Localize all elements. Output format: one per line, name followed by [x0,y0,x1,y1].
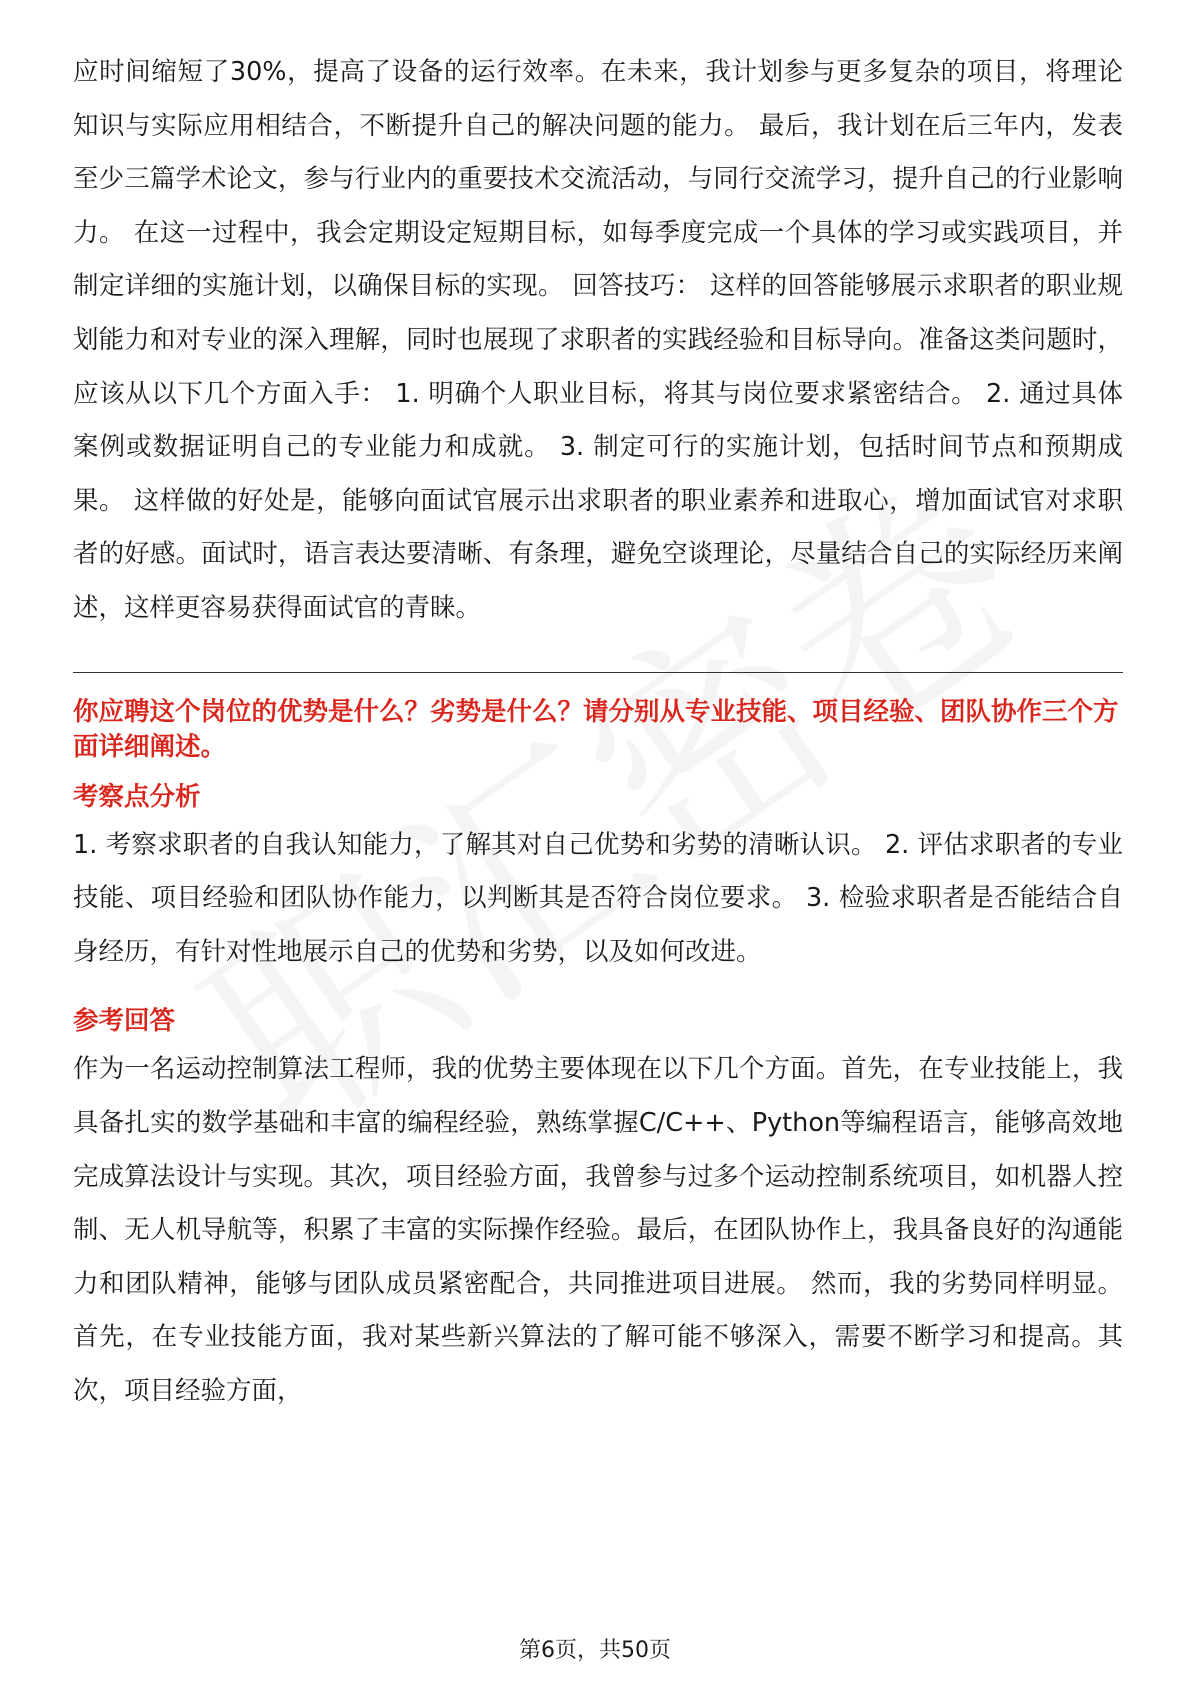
question-heading: 你应聘这个岗位的优势是什么？劣势是什么？请分别从专业技能、项目经验、团队协作三个方面详细阐述。 [73,696,1119,762]
answer-title: 参考回答 [73,1006,176,1037]
intro-paragraph: 应时间缩短了30%，提高了设备的运行效率。在未来，我计划参与更多复杂的项目，将理论知识与实际应用相结合，不断提升自己的解决问题的能力。 最后，我计划在后三年内，发表至少三篇学术论文，参与行业内的重要技术交流活动，与同行交流学习，提升自己的行业影响力。 在这一过程中，我会定期设定短期目标，如每季度完成一个具体的学习或实践项目，并制定详细的实施计划，以确保目标的实现。 回答技巧： 这样的回答能够展示求职者的职业规划能力和对专业的深入理解，同时也展现了求职者的实践经验和目标导向。准备这类问题时，应该从以下几个方面入手： 1. 明确个人职业目标，将其与岗位要求紧密结合。 2. 通过具体案例或数据证明自己的专业能力和成就。 3. 制定可行的实施计划，包括时间节点和预期成果。 这样做的好处是，能够向面试官展示出求职者的职业素养和进取心，增加面试官对求职者的好感。面试时，语言表达要清晰、有条理，避免空谈理论，尽量结合自己的实际经历来阐述，这样更容易获得面试官的青睐。 [73,57,1123,623]
page-footer: 第6页，共50页 [519,1638,671,1663]
analysis-title: 考察点分析 [73,781,201,812]
section-divider [73,672,1123,673]
document-page [73,46,1123,1418]
answer-body: 作为一名运动控制算法工程师，我的优势主要体现在以下几个方面。首先，在专业技能上，我具备扎实的数学基础和丰富的编程经验，熟练掌握C/C++、Python等编程语言，能够高效地完成算法设计与实现。其次，项目经验方面，我曾参与过多个运动控制系统项目，如机器人控制、无人机导航等，积累了丰富的实际操作经验。最后，在团队协作上，我具备良好的沟通能力和团队精神，能够与团队成员紧密配合，共同推进项目进展。 然而，我的劣势同样明显。首先，在专业技能方面，我对某些新兴算法的了解可能不够深入，需要不断学习和提高。其次，项目经验方面， [73,1054,1123,1406]
analysis-body: 1. 考察求职者的自我认知能力，了解其对自己优势和劣势的清晰认识。 2. 评估求职者的专业技能、项目经验和团队协作能力，以判断其是否符合岗位要求。 3. 检验求职者是否能结合自身经历，有针对性地展示自己的优势和劣势，以及如何改进。 [73,829,1123,967]
